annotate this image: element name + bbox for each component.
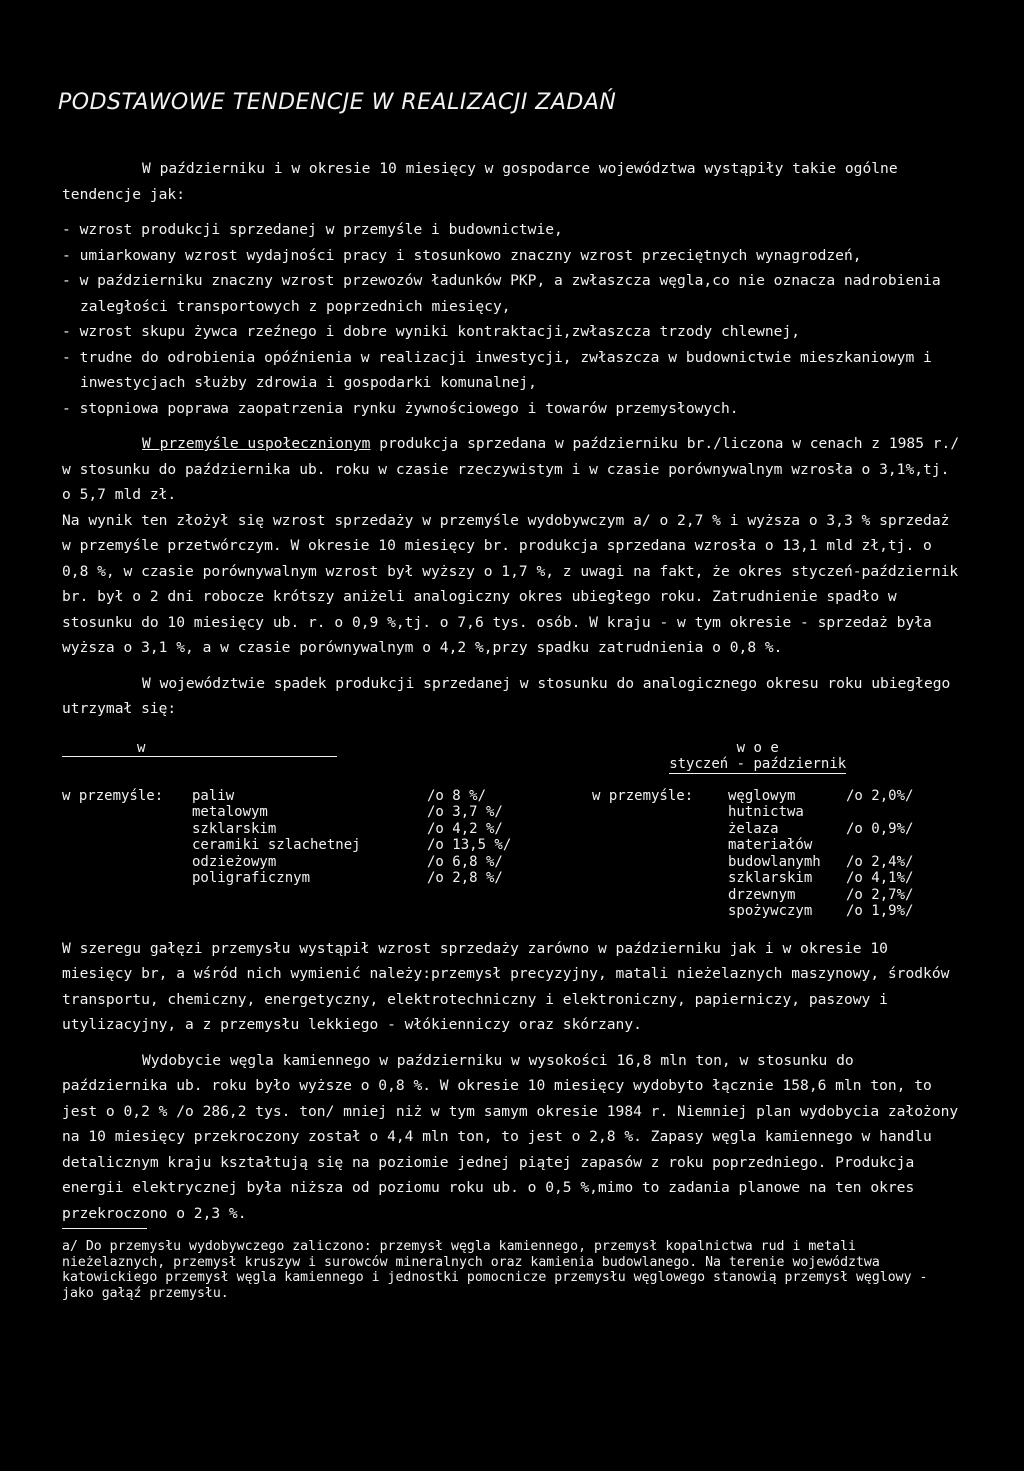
right-row-name: materiałów <box>728 837 813 853</box>
left-row-value: /o 13,5 %/ <box>427 837 512 853</box>
right-row-value: /o 2,4%/ <box>846 853 914 870</box>
intro-paragraph: W październiku i w okresie 10 miesięcy w gospodarce województwa wystąpiły takie ogólne tendencje jak: <box>62 160 907 203</box>
growth-paragraph: W szeregu gałęzi przemysłu wystąpił wzrost sprzedaży zarówno w październiku jak i w okresie 10 miesięcy br, a wśród nich wymienić należy:przemysł precyzyjny, matali nieżelaznych maszynowy, środków transportu, chemiczny, energetyczny, elektrotechniczny i elektroniczny, papierniczy, paszowy i utylizacyjny, a z przemysłu lekkiego - włókienniczy oraz skórzany. <box>62 939 959 1033</box>
right-row-name: szklarskim <box>728 870 813 886</box>
list-item: - umiarkowany wzrost wydajności pracy i stosunkowo znaczny wzrost przeciętnych wynagrodzeń, <box>62 246 862 264</box>
right-group-label: w przemyśle: <box>592 787 694 804</box>
list-item: - wzrost produkcji sprzedanej w przemyśle i budownictwie, <box>62 221 563 238</box>
right-row-value: /o 2,0%/ <box>846 787 914 804</box>
right-row-name: drzewnym <box>728 886 796 903</box>
right-row-name: węglowym <box>728 787 796 804</box>
table-header-left: w <box>62 740 337 758</box>
list-item: - trudne do odrobienia opóźnienia w realizacji inwestycji, zwłaszcza w budownictwie mieszkaniowym i inwestycjach służby zdrowia i gospodarki komunalnej, <box>62 348 932 391</box>
industry-paragraph <box>62 431 968 508</box>
industry-paragraph-text: produkcja sprzedana w październiku br./liczona w cenach z 1985 r./ w stosunku do października ub. roku w czasie rzeczywistym i w czasie porównywalnym wzrosła o 3,1%,tj. o 5,7 mld zł. <box>62 435 968 503</box>
table-header-right-top: w o e <box>736 739 779 756</box>
right-row-name: żelaza <box>728 820 779 837</box>
right-row-value: /o 1,9%/ <box>846 903 914 919</box>
right-row-name: budowlanymh <box>728 853 821 870</box>
right-row-value: /o 4,1%/ <box>846 870 914 886</box>
page-title: PODSTAWOWE TENDENCJE W REALIZACJI ZADAŃ <box>58 90 617 115</box>
document-page <box>58 88 968 1301</box>
left-row-value: /o 4,2 %/ <box>427 820 503 837</box>
left-row-name: ceramiki szlachetnej <box>192 837 361 853</box>
coal-paragraph: Wydobycie węgla kamiennego w październiku w wysokości 16,8 mln ton, w stosunku do października ub. roku było wyższe o 0,8 %. W okresie 10 miesięcy wydobyto łącznie 158,6 mln ton, to jest o 0,2 % /o 286,2 tys. ton/ mniej niż w tym samym okresie 1984 r. Niemniej plan wydobycia założony na 10 miesięcy przekroczony został o 4,4 mln ton, to jest o 2,8 %. Zapasy węgla kamiennego w handlu detalicznym kraju kształtują się na poziomie jednej piątej zapasów z roku poprzedniego. Produkcja energii elektrycznej była niższa od poziomu roku ub. o 0,5 %,mimo to zadania planowe na ten okres przekroczono o 2,3 %. <box>62 1051 967 1222</box>
underlined-phrase: W przemyśle uspołecznionym <box>142 435 371 452</box>
left-row-value: /o 8 %/ <box>427 787 487 804</box>
right-row-value <box>846 804 913 821</box>
decline-paragraph: W województwie spadek produkcji sprzedanej w stosunku do analogicznego okresu roku ubiegłego utrzymał się: <box>62 674 960 717</box>
left-row-name: metalowym <box>192 804 268 820</box>
left-row-name: odzieżowym <box>192 853 277 870</box>
left-row-value: /o 6,8 %/ <box>427 853 503 870</box>
right-row-name: hutnictwa <box>728 804 804 820</box>
list-item: - wzrost skupu żywca rzeźnego i dobre wyniki kontraktacji,zwłaszcza trzody chlewnej, <box>62 323 801 340</box>
decline-table <box>62 740 913 920</box>
left-row-value: /o 3,7 %/ <box>427 804 503 820</box>
right-row-name: spożywczym <box>728 903 813 919</box>
list-item: - stopniowa poprawa zaopatrzenia rynku żywnościowego i towarów przemysłowych. <box>62 399 739 417</box>
right-row-value: /o 0,9%/ <box>846 820 914 837</box>
result-paragraph: Na wynik ten złożył się wzrost sprzedaży w przemyśle wydobywczym a/ o 2,7 % i wyższa o 3,3 % sprzedaż w przemyśle przetwórczym. W okresie 10 miesięcy br. produkcja sprzedana wzrosła o 13,1 mld zł,tj. o 0,8 %, w czasie porównywalnym wzrost był wyższy o 1,7 %, z uwagi na fakt, że okres styczeń-październik br. był o 2 dni robocze krótszy aniżeli analogiczny okres ubiegłego roku. Zatrudnienie spadło w stosunku do 10 miesięcy ub. r. o 0,9 %,tj. o 7,6 tys. osób. W kraju - w tym okresie - sprzedaż była wyższa o 3,1 %, a w czasie porównywalnym o 4,2 %,przy spadku zatrudnienia o 0,8 %. <box>62 511 967 656</box>
footnote-divider <box>62 1228 147 1229</box>
right-row-value <box>846 837 913 854</box>
table-header-right-bottom: styczeń - październik <box>669 756 847 772</box>
footnote: a/ Do przemysłu wydobywczego zaliczono: przemysł węgla kamiennego, przemysł kopalnictwa rud i metali nieżelaznych, przemysł kruszyw i surowców mineralnych oraz kamienia budowlanego. Na terenie województwa katowickiego przemysł węgla kamiennego i jednostki pomocnicze przemysłu węglowego stanowią przemysł węglowy - jako gałąź przemysłu. <box>62 1239 936 1301</box>
left-group-label: w przemyśle: <box>62 787 164 804</box>
left-row-name: szklarskim <box>192 820 277 837</box>
tendencies-list <box>62 217 962 421</box>
left-row-value: /o 2,8 %/ <box>427 870 503 886</box>
left-row-name: paliw <box>192 787 235 804</box>
list-item: - w październiku znaczny wzrost przewozów ładunków PKP, a zwłaszcza węgla,co nie oznacza nadrobienia zaległości transportowych z poprzednich miesięcy, <box>62 272 941 315</box>
left-row-name: poligraficznym <box>192 870 311 886</box>
right-row-value: /o 2,7%/ <box>846 886 914 903</box>
